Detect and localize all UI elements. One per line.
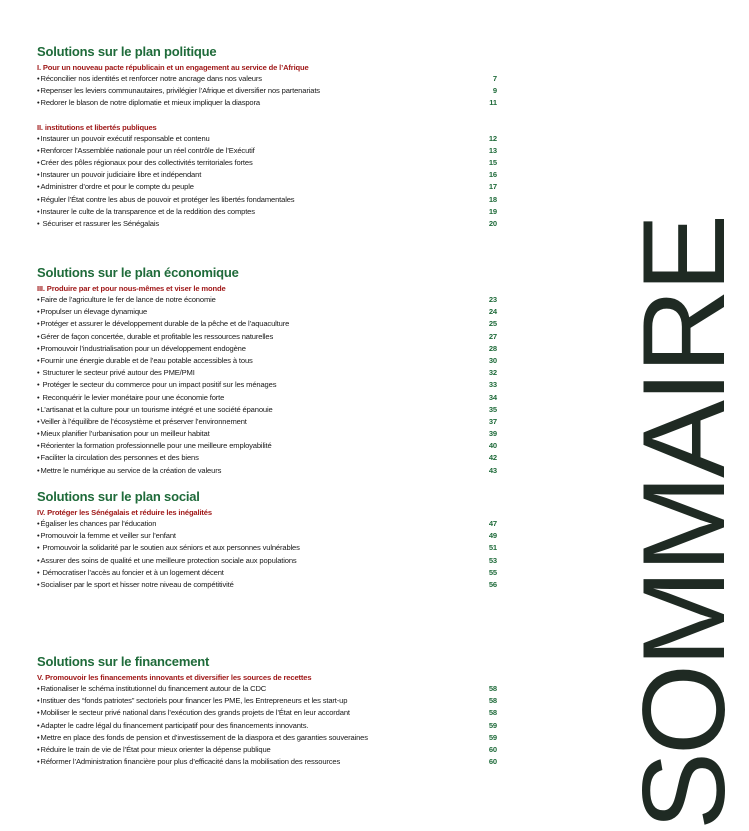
toc-section — [37, 265, 497, 477]
toc-page-number: 11 — [489, 98, 497, 108]
group-heading: IV. Protéger les Sénégalais et réduire les inégalités — [37, 508, 212, 517]
toc-entry-text: • Fournir une énergie durable et de l’eau potable accessibles à tous — [37, 356, 253, 365]
toc-entry-text: • L’artisanat et la culture pour un tourisme intégré et une société épanouie — [37, 405, 273, 414]
toc-entry-text: • Propulser un élevage dynamique — [37, 307, 147, 316]
section-title: Solutions sur le plan social — [37, 489, 200, 504]
toc-page-number: 9 — [492, 86, 497, 96]
toc-entry-text: • Instituer des “fonds patriotes” sectoriels pour financer les PME, les Entrepreneurs et les start-up — [37, 696, 347, 705]
toc-page-number: 20 — [488, 218, 497, 228]
toc-list — [37, 133, 497, 231]
toc-entry[interactable] — [37, 355, 497, 367]
vertical-title: SOMMAIRE — [618, 216, 749, 830]
toc-entry-text: • Égaliser les chances par l’éducation — [37, 519, 156, 528]
toc-entry-text: • Veiller à l’équilibre de l’écosystème et préserver l’environnement — [37, 417, 247, 426]
toc-entry[interactable] — [37, 343, 497, 355]
toc-entry[interactable] — [37, 218, 497, 230]
toc-entry-text: • Mettre le numérique au service de la création de valeurs — [37, 466, 221, 475]
toc-entry[interactable] — [37, 428, 497, 440]
toc-page-number: 23 — [488, 295, 497, 304]
toc-page-number: 19 — [488, 206, 497, 216]
toc-page-number: 12 — [488, 133, 497, 143]
toc-page-number: 42 — [488, 453, 497, 463]
toc-page-number: 28 — [488, 343, 497, 353]
toc-page-number: 35 — [488, 404, 497, 414]
toc-section — [37, 44, 497, 230]
section-title: Solutions sur le plan politique — [37, 44, 217, 59]
toc-entry[interactable] — [37, 707, 497, 719]
toc-page-number: 7 — [492, 74, 497, 83]
toc-entry[interactable] — [37, 744, 497, 756]
toc-page-number: 58 — [488, 708, 497, 718]
toc-entry-text: • Instaurer le culte de la transparence et de la reddition des comptes — [37, 207, 255, 216]
toc-page-number: 34 — [488, 392, 497, 402]
toc-page-number: 58 — [488, 684, 497, 693]
toc-entry[interactable] — [37, 206, 497, 218]
group-heading: I. Pour un nouveau pacte républicain et un engagement au service de l’Afrique — [37, 63, 309, 72]
toc-page-number: 24 — [488, 307, 497, 317]
toc-entry-text: • Mieux planifier l’urbanisation pour un meilleur habitat — [37, 429, 210, 438]
toc-page-number: 59 — [488, 732, 497, 742]
toc-page-number: 32 — [488, 368, 497, 378]
toc-entry-text: • Redorer le blason de notre diplomatie et mieux impliquer la diaspora — [37, 98, 260, 107]
toc-entry[interactable] — [37, 306, 497, 318]
toc-entry[interactable] — [37, 97, 497, 109]
toc-entry-text: • Réduire le train de vie de l’État pour mieux orienter la dépense publique — [37, 745, 271, 754]
section-title: Solutions sur le financement — [37, 654, 210, 669]
toc-entry[interactable] — [37, 518, 497, 530]
toc-page-number: 18 — [488, 194, 497, 204]
toc-entry[interactable] — [37, 379, 497, 391]
toc-list — [37, 73, 497, 110]
toc-entry-text: • Promouvoir l’industrialisation pour un développement endogène — [37, 344, 246, 353]
toc-entry-text: • Gérer de façon concertée, durable et profitable les ressources naturelles — [37, 332, 273, 341]
toc-entry-text: • Repenser les leviers communautaires, privilégier l’Afrique et diversifier nos partenariats — [37, 86, 320, 95]
toc-page-number: 39 — [488, 429, 497, 439]
toc-entry[interactable] — [37, 404, 497, 416]
toc-entry-text: • Réconcilier nos identités et renforcer notre ancrage dans nos valeurs — [37, 74, 262, 83]
toc-entry[interactable] — [37, 567, 497, 579]
toc-page-number: 37 — [488, 416, 497, 426]
toc-entry[interactable] — [37, 169, 497, 181]
group-heading: III. Produire par et pour nous-mêmes et viser le monde — [37, 284, 226, 293]
toc-entry[interactable] — [37, 157, 497, 169]
toc-entry-text: • Réformer l’Administration financière pour plus d’efficacité dans la mobilisation des ressources — [37, 757, 340, 766]
toc-group — [37, 507, 497, 591]
toc-entry-text: • Faire de l’agriculture le fer de lance de notre économie — [37, 295, 216, 304]
toc-page-number: 30 — [488, 355, 497, 365]
toc-entry-text: • Administrer d’ordre et pour le compte du peuple — [37, 182, 194, 191]
toc-entry-text: • Instaurer un pouvoir judiciaire libre et indépendant — [37, 170, 201, 179]
toc-entry-text: • Protéger et assurer le développement durable de la pêche et de l’aquaculture — [37, 319, 289, 328]
toc-page-number: 51 — [488, 543, 497, 553]
toc-entry-text: • Créer des pôles régionaux pour des collectivités territoriales fortes — [37, 158, 253, 167]
toc-entry[interactable] — [37, 720, 497, 732]
toc-group — [37, 122, 497, 231]
toc-section — [37, 489, 497, 591]
toc-page-number: 43 — [488, 465, 497, 475]
toc-entry[interactable] — [37, 440, 497, 452]
toc-page-number: 13 — [488, 145, 497, 155]
toc-entry-text: • Assurer des soins de qualité et une meilleure protection sociale aux populations — [37, 556, 297, 565]
toc-entry-text: • Socialiser par le sport et hisser notre niveau de compétitivité — [37, 580, 234, 589]
toc-entry[interactable] — [37, 756, 497, 768]
toc-entry[interactable] — [37, 133, 497, 145]
toc-entry[interactable] — [37, 542, 497, 554]
toc-entry[interactable] — [37, 452, 497, 464]
toc-page-number: 27 — [488, 331, 497, 341]
toc-page-number: 60 — [488, 757, 497, 767]
toc-entry[interactable] — [37, 73, 497, 85]
toc-entry-text: • Renforcer l’Assemblée nationale pour un réel contrôle de l’Exécutif — [37, 146, 255, 155]
toc-entry[interactable] — [37, 194, 497, 206]
toc-page-number: 40 — [488, 441, 497, 451]
toc-entry[interactable] — [37, 85, 497, 97]
toc-section — [37, 654, 497, 768]
toc-entry[interactable] — [37, 732, 497, 744]
toc-entry-text: • Reconquérir le levier monétaire pour une économie forte — [37, 393, 224, 402]
toc-entry-text: • Sécuriser et rassurer les Sénégalais — [37, 219, 159, 228]
toc-page-number: 25 — [488, 319, 497, 329]
toc-entry-text: • Démocratiser l’accès au foncier et à un logement décent — [37, 568, 224, 577]
toc-page-number: 17 — [488, 182, 497, 192]
toc-entry[interactable] — [37, 416, 497, 428]
toc-entry[interactable] — [37, 392, 497, 404]
toc-entry[interactable] — [37, 695, 497, 707]
toc-entry-text: • Réorienter la formation professionnelle pour une meilleure employabilité — [37, 441, 272, 450]
section-title: Solutions sur le plan économique — [37, 265, 239, 280]
toc-entry[interactable] — [37, 318, 497, 330]
toc-entry[interactable] — [37, 294, 497, 306]
toc-page-number: 60 — [488, 744, 497, 754]
toc-entry-text: • Promouvoir la solidarité par le soutien aux séniors et aux personnes vulnérables — [37, 543, 300, 552]
toc-list — [37, 518, 497, 591]
toc-list — [37, 294, 497, 477]
group-heading: II. institutions et libertés publiques — [37, 122, 157, 132]
toc-entry[interactable] — [37, 683, 497, 695]
toc-group — [37, 62, 497, 110]
toc-entry-text: • Instaurer un pouvoir exécutif responsable et contenu — [37, 134, 210, 143]
toc-page-number: 55 — [488, 567, 497, 577]
toc-page-number: 56 — [488, 579, 497, 589]
toc-entry-text: • Mettre en place des fonds de pension et d’investissement de la diaspora et des garanties souveraines — [37, 733, 368, 742]
toc-group — [37, 672, 497, 768]
toc-page-number: 33 — [488, 380, 497, 390]
toc-entry-text: • Rationaliser le schéma institutionnel du financement autour de la CDC — [37, 684, 266, 693]
toc-entry-text: • Structurer le secteur privé autour des PME/PMI — [37, 368, 195, 377]
toc-entry[interactable] — [37, 331, 497, 343]
toc-list — [37, 683, 497, 768]
toc-entry[interactable] — [37, 367, 497, 379]
toc-page-number: 49 — [488, 531, 497, 541]
toc-entry-text: • Promouvoir la femme et veiller sur l’enfant — [37, 531, 176, 540]
toc-entry[interactable] — [37, 145, 497, 157]
toc-page-number: 59 — [488, 720, 497, 730]
toc-page-number: 58 — [488, 696, 497, 706]
toc-entry[interactable] — [37, 465, 497, 477]
toc-entry[interactable] — [37, 555, 497, 567]
toc-page-number: 15 — [488, 157, 497, 167]
toc-page-number: 16 — [488, 170, 497, 180]
toc-page-number: 47 — [488, 519, 497, 528]
toc-entry-text: • Réguler l’État contre les abus de pouvoir et protéger les libertés fondamentales — [37, 195, 294, 204]
toc-entry[interactable] — [37, 530, 497, 542]
toc-entry[interactable] — [37, 579, 497, 591]
toc-entry-text: • Adapter le cadre légal du financement participatif pour des financements innovants. — [37, 721, 308, 730]
toc-entry-text: • Protéger le secteur du commerce pour un impact positif sur les ménages — [37, 380, 276, 389]
toc-page-number: 53 — [488, 555, 497, 565]
toc-entry-text: • Mobiliser le secteur privé national dans l’exécution des grands projets de l’État en leur accordant — [37, 708, 350, 717]
group-heading: V. Promouvoir les financements innovants et diversifier les sources de recettes — [37, 673, 312, 682]
toc-group — [37, 283, 497, 477]
toc-entry-text: • Faciliter la circulation des personnes et des biens — [37, 453, 199, 462]
toc-entry[interactable] — [37, 181, 497, 193]
